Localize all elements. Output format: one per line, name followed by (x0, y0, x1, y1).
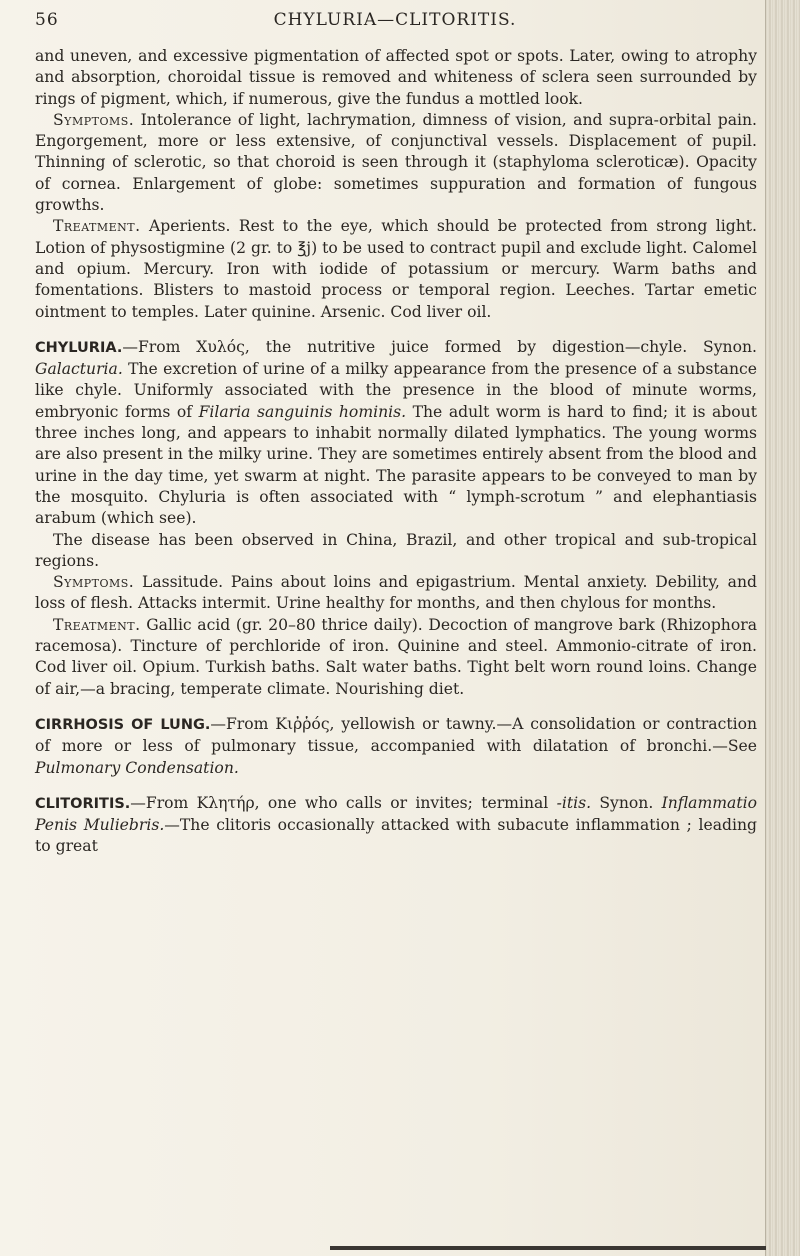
paragraph: Symptoms. Lassitude. Pains about loins and epigastrium. Mental anxiety. Debility, and loss of flesh. Attacks intermit. Urine healthy for months, and then chylous for months. (35, 573, 757, 613)
paragraph: Treatment. Gallic acid (gr. 20–80 thrice daily). Decoction of mangrove bark (Rhizophora racemosa). Tincture of perchloride of iron. Quinine and steel. Ammonio-citrate of iron. Cod liver oil. Opium. Turkish baths. Salt water baths. Tight belt worn round loins. Change of air,—a bracing, temperate climate. Nourishing diet. (35, 615, 757, 698)
running-header (35, 10, 755, 34)
section-lead: Treatment. (53, 615, 141, 634)
paragraph: The disease has been observed in China, Brazil, and other tropical and sub-tropical regions. (35, 530, 757, 570)
headword: CIRRHOSIS OF LUNG. (35, 716, 211, 733)
dictionary-entry: CLITORITIS.—From Κλητήρ, one who calls or invites; terminal -itis. Synon. Inflammatio Penis Muliebris.—The clitoris occasionally attacked with subacute inflammation ; leading to great (35, 793, 757, 856)
paragraph: and uneven, and excessive pigmentation of affected spot or spots. Later, owing to atrophy and absorption, choroidal tissue is removed and whiteness of sclera seen surrounded by rings of pigment, which, if numerous, give the fundus a mottled look. (35, 47, 757, 108)
bottom-rule (330, 1246, 766, 1250)
dictionary-entry: CIRRHOSIS OF LUNG.—From Κιῤῥός, yellowish or tawny.—A consolidation or contraction of more or less of pulmonary tissue, accompanied with dilatation of bronchi.—See Pulmonary Condensation. (35, 714, 758, 777)
page-edge (765, 0, 800, 1256)
section-lead: Symptoms. (53, 573, 135, 592)
body-text (35, 46, 757, 858)
section-lead: Treatment. (53, 217, 141, 236)
page-number: 56 (35, 10, 59, 30)
paragraph: Symptoms. Intolerance of light, lachrymation, dimness of vision, and supra-orbital pain. Engorgement, more or less extensive, of conjunctival vessels. Displacement of pupil. Thinning of sclerotic, so that choroid is seen through it (staphyloma scleroticæ). Opacity of cornea. Enlargement of globe: sometimes suppuration and formation of fungous growths. (35, 110, 757, 215)
running-title: CHYLURIA—CLITORITIS. (273, 10, 517, 30)
dictionary-entry: CHYLURIA.—From Χυλός, the nutritive juice formed by digestion—chyle. Synon. Galacturia. The excretion of urine of a milky appearance from the presence of a substance like chyle. Uniformly associated with the presence in the blood of minute worms, embryonic forms of Filaria sanguinis hominis. The adult worm is hard to find; it is about three inches long, and appears to inhabit normally dilated lymphatics. The young worms are also present in the milky urine. They are sometimes entirely absent from the blood and urine in the day time, yet swarm at night. The parasite appears to be conveyed to man by the mosquito. Chyluria is often associated with “ lymph-scrotum ” and elephantiasis arabum (which see). (35, 337, 757, 528)
headword: CLITORITIS. (35, 795, 131, 812)
paragraph: Treatment. Aperients. Rest to the eye, which should be protected from strong light. Lotion of physostigmine (2 gr. to ℥j) to be used to contract pupil and exclude light. Calomel and opium. Mercury. Iron with iodide of potassium or mercury. Warm baths and fomentations. Blisters to mastoid process or temporal region. Leeches. Tartar emetic ointment to temples. Later quinine. Arsenic. Cod liver oil. (35, 217, 757, 321)
headword: CHYLURIA. (35, 339, 123, 356)
section-lead: Symptoms. (53, 110, 135, 129)
